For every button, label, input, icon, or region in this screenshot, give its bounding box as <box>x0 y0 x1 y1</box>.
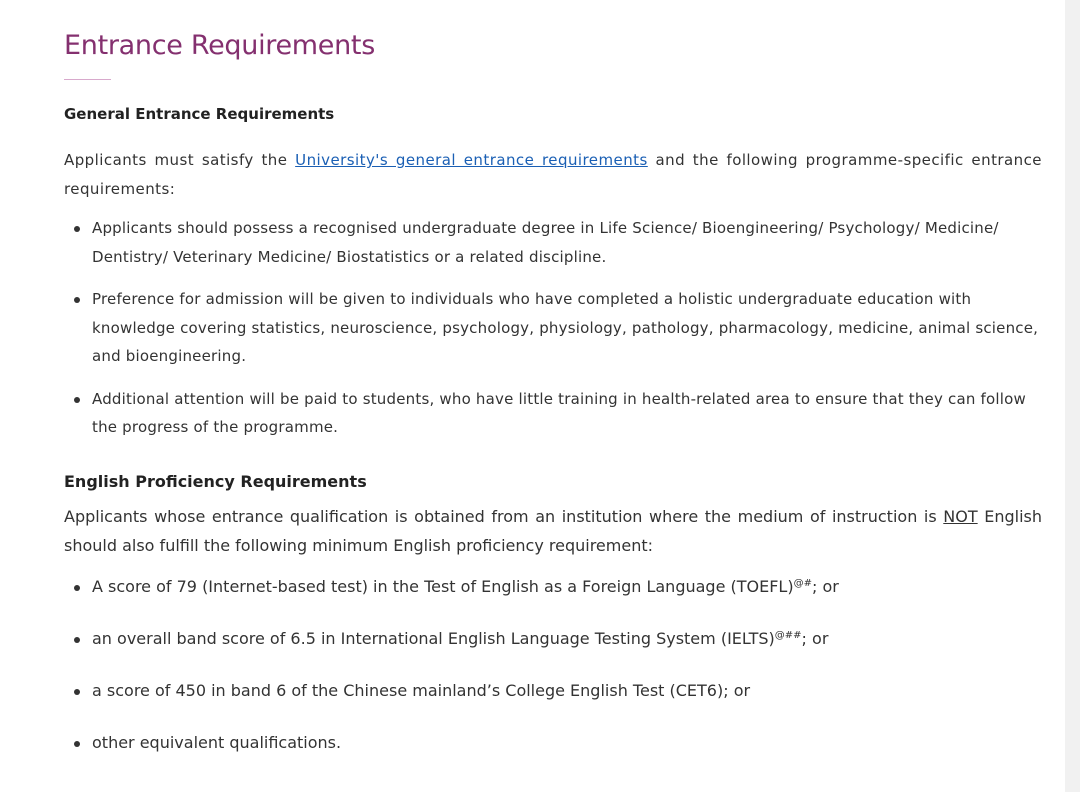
bullet-icon <box>74 585 80 591</box>
bullet-icon <box>74 637 80 643</box>
bullet-icon <box>74 226 80 232</box>
list-item <box>64 574 1042 600</box>
list-item <box>64 678 1042 704</box>
english-intro-paragraph <box>64 502 1042 560</box>
general-intro-before: Applicants must satisfy the <box>64 151 296 169</box>
list-item <box>64 626 1042 652</box>
list-item-text: a score of 450 in band 6 of the Chinese mainland’s College English Test (CET6); or <box>92 680 751 700</box>
bullet-icon <box>74 689 80 695</box>
general-requirements-heading: General Entrance Requirements <box>64 105 335 123</box>
list-item-text: Preference for admission will be given to individuals who have completed a holistic undergraduate education with knowledge covering statistics, neuroscience, psychology, physiology, pathology, pharmacology, medicine, animal science, and bioengineering. <box>92 290 1039 365</box>
list-item-tail: ; or <box>801 628 829 648</box>
list-item <box>64 285 1042 371</box>
list-item-text: Applicants should possess a recognised undergraduate degree in Life Science/ Bioengineering/ Psychology/ Medicine/ Dentistry/ Veterinary Medicine/ Biostatistics or a related discipline. <box>92 219 999 266</box>
list-item <box>64 385 1042 442</box>
bullet-icon <box>74 297 80 303</box>
list-item <box>64 730 1042 756</box>
bullet-icon <box>74 397 80 403</box>
list-item-text: A score of 79 (Internet-based test) in the Test of English as a Foreign Language (TOEFL) <box>92 576 794 596</box>
title-divider <box>64 79 111 80</box>
list-item-text: an overall band score of 6.5 in International English Language Testing System (IELTS) <box>92 628 775 648</box>
list-item-tail: ; or <box>811 576 839 596</box>
page-title: Entrance Requirements <box>64 30 375 61</box>
general-intro-paragraph <box>64 146 1042 204</box>
list-item-text: Additional attention will be paid to students, who have little training in health-related area to ensure that they can follow the progress of the programme. <box>92 389 1026 436</box>
general-requirements-list <box>64 214 1042 442</box>
list-item-text: other equivalent qualifications. <box>92 732 342 752</box>
not-emphasis: NOT <box>943 506 978 526</box>
english-requirements-heading: English Proficiency Requirements <box>64 471 367 491</box>
footnote-marker: @# <box>793 577 812 589</box>
list-item <box>64 214 1042 271</box>
english-requirements-list <box>64 574 1042 756</box>
english-intro-before: Applicants whose entrance qualification is obtained from an institution where the medium of instruction is <box>64 506 944 526</box>
main-content <box>64 28 1042 782</box>
scrollbar-track[interactable] <box>1065 0 1080 792</box>
general-intro-after: and the following programme-specific entrance requirements: <box>64 151 1042 198</box>
bullet-icon <box>74 741 80 747</box>
english-intro-after: English should also fulfill the following minimum English proficiency requirement: <box>64 506 1043 555</box>
general-entrance-requirements-link[interactable]: University's general entrance requirements <box>295 151 648 169</box>
footnote-marker: @## <box>774 629 802 641</box>
